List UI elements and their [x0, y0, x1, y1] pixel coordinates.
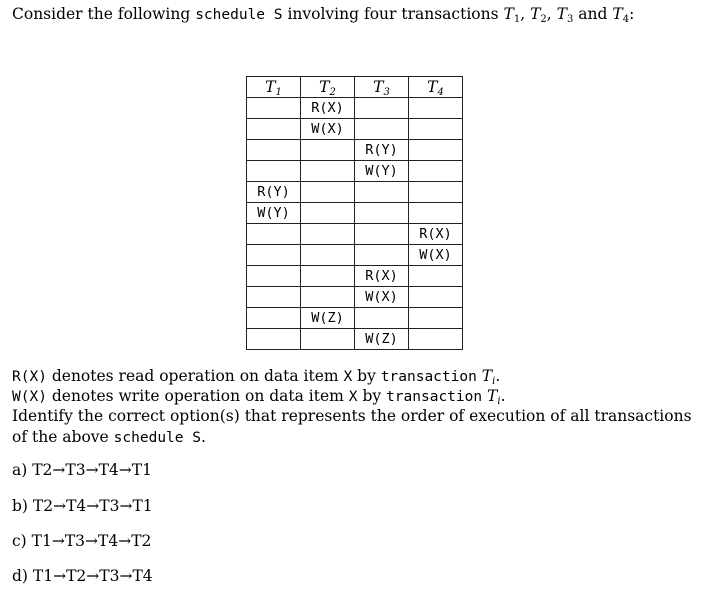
- note-write-by: by: [357, 387, 387, 405]
- table-cell: [409, 98, 463, 119]
- note-write-text: denotes write operation on data item: [46, 387, 349, 405]
- note-read-item: X: [343, 369, 353, 385]
- table-cell: [409, 119, 463, 140]
- table-cell: [409, 140, 463, 161]
- intro-sep1: ,: [520, 5, 531, 23]
- intro-and: and: [573, 5, 613, 23]
- table-row: [247, 119, 463, 140]
- note-read-end: .: [495, 367, 501, 385]
- table-cell: [409, 266, 463, 287]
- table-cell: [355, 224, 409, 245]
- table-cell: W(X): [301, 119, 355, 140]
- header-t4: $T_4$: [409, 77, 463, 98]
- question-prompt-end: .: [200, 428, 206, 446]
- intro-end: :: [629, 5, 635, 23]
- table-cell: [355, 203, 409, 224]
- table-cell: [301, 140, 355, 161]
- table-row: [247, 266, 463, 287]
- note-read-t: T: [481, 367, 493, 385]
- intro-text: Consider the following: [12, 5, 196, 23]
- note-write: [12, 386, 506, 407]
- intro-t3-sub: 3: [566, 14, 574, 25]
- question-prompt-text: Identify the correct option(s) that represents the order of execution of all transactions of the above: [12, 407, 692, 446]
- table-cell: [355, 98, 409, 119]
- table-cell: [301, 182, 355, 203]
- header-t3: $T_3$: [355, 77, 409, 98]
- option-d[interactable]: d) T1→T2→T3→T4: [12, 567, 153, 585]
- table-cell: [301, 329, 355, 350]
- header-t1: $T_1$: [247, 77, 301, 98]
- note-write-t-sub: i: [497, 396, 501, 407]
- note-write-end: .: [500, 387, 506, 405]
- table-cell: [301, 161, 355, 182]
- header-t2: $T_2$: [301, 77, 355, 98]
- table-cell: [409, 287, 463, 308]
- note-write-t: T: [487, 387, 498, 405]
- table-cell: R(X): [355, 266, 409, 287]
- table-cell: [355, 245, 409, 266]
- table-cell: W(X): [409, 245, 463, 266]
- intro-t1-sub: 1: [513, 14, 521, 25]
- table-cell: [301, 266, 355, 287]
- question-prompt-code: schedule S: [113, 430, 201, 446]
- note-read-transaction: transaction: [380, 369, 477, 385]
- intro-t4-sub: 4: [622, 14, 630, 25]
- table-row: [247, 98, 463, 119]
- option-a[interactable]: a) T2→T3→T4→T1: [12, 461, 152, 479]
- table-cell: [409, 161, 463, 182]
- table-cell: W(Z): [355, 329, 409, 350]
- question-prompt: [12, 406, 702, 449]
- note-write-item: X: [348, 389, 358, 405]
- table-row: [247, 224, 463, 245]
- table-row: [247, 329, 463, 350]
- note-read-t-sub: i: [492, 376, 496, 387]
- note-read-by: by: [352, 367, 381, 385]
- intro-t3: T: [556, 5, 567, 23]
- note-read: [12, 366, 500, 387]
- intro-t2-sub: 2: [540, 14, 547, 25]
- table-cell: [247, 308, 301, 329]
- intro-t1: T: [503, 5, 514, 23]
- table-cell: [409, 203, 463, 224]
- table-cell: W(Z): [301, 308, 355, 329]
- table-cell: R(Y): [355, 140, 409, 161]
- table-cell: [409, 308, 463, 329]
- table-row: [247, 203, 463, 224]
- question-intro: [12, 4, 634, 25]
- table-row: [247, 182, 463, 203]
- table-cell: [301, 245, 355, 266]
- table-cell: [247, 329, 301, 350]
- table-cell: [247, 224, 301, 245]
- table-cell: [355, 119, 409, 140]
- table-cell: W(X): [355, 287, 409, 308]
- table-cell: [247, 140, 301, 161]
- note-write-transaction: transaction: [386, 389, 483, 405]
- table-cell: [301, 224, 355, 245]
- note-read-text: denotes read operation on data item: [46, 367, 344, 385]
- note-read-code: R(X): [12, 369, 47, 385]
- intro-sep2: ,: [546, 5, 557, 23]
- table-cell: R(X): [301, 98, 355, 119]
- table-header-row: [247, 77, 463, 98]
- table-row: [247, 287, 463, 308]
- table-cell: [301, 203, 355, 224]
- table-row: [247, 161, 463, 182]
- table-cell: R(X): [409, 224, 463, 245]
- table-cell: [355, 182, 409, 203]
- table-cell: [247, 245, 301, 266]
- intro-t2: T: [530, 5, 541, 23]
- table-row: [247, 245, 463, 266]
- schedule-table: [246, 76, 463, 350]
- table-cell: [247, 287, 301, 308]
- table-cell: W(Y): [355, 161, 409, 182]
- option-b[interactable]: b) T2→T4→T3→T1: [12, 497, 153, 515]
- table-cell: [409, 329, 463, 350]
- table-cell: [409, 182, 463, 203]
- intro-text-mid: involving four transactions: [282, 5, 504, 23]
- intro-schedule-code: schedule S: [195, 7, 283, 23]
- table-cell: [247, 98, 301, 119]
- table-row: [247, 308, 463, 329]
- intro-t4: T: [612, 5, 623, 23]
- option-c[interactable]: c) T1→T3→T4→T2: [12, 532, 152, 550]
- table-cell: [355, 308, 409, 329]
- table-row: [247, 140, 463, 161]
- table-cell: [247, 266, 301, 287]
- table-cell: W(Y): [247, 203, 301, 224]
- note-write-code: W(X): [12, 389, 47, 405]
- table-cell: [247, 161, 301, 182]
- table-cell: [301, 287, 355, 308]
- table-cell: [247, 119, 301, 140]
- table-cell: R(Y): [247, 182, 301, 203]
